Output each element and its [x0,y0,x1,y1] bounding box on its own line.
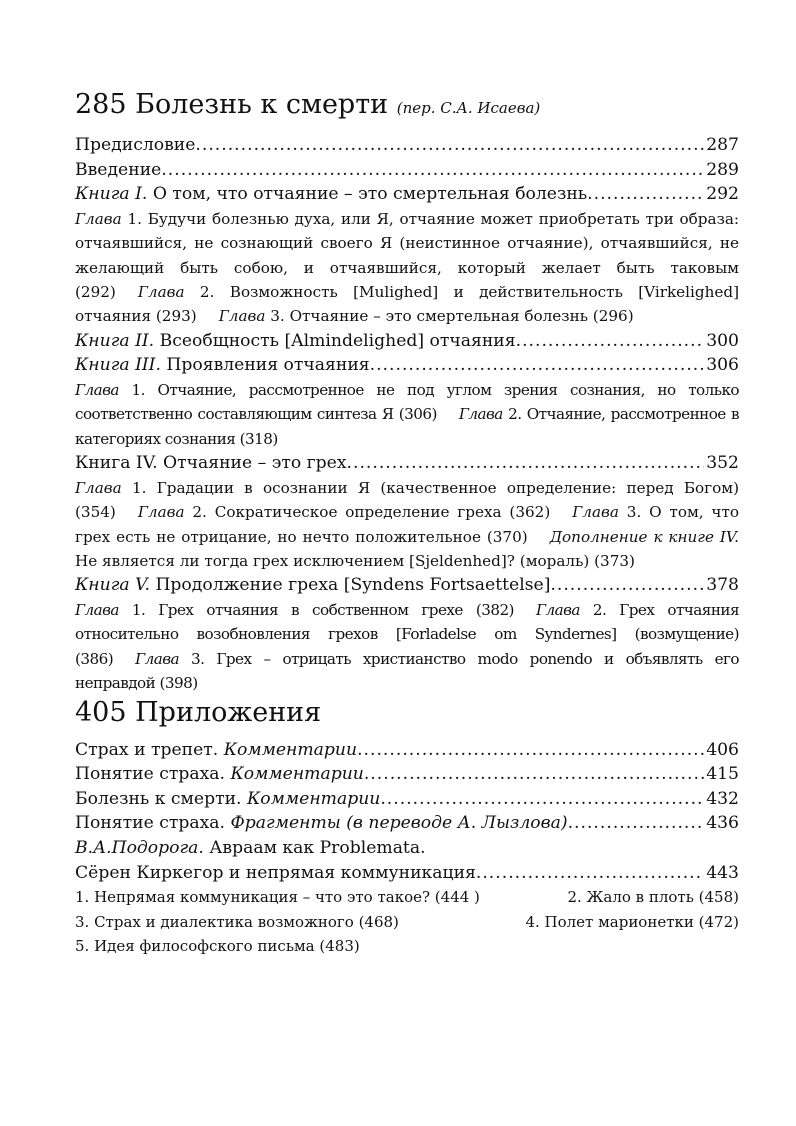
section-title: Приложения [135,696,322,728]
chapter-text: Грех отчаяния в собственном грехе (382) [158,601,514,620]
book-3-chapters [75,378,739,451]
essay-author: В.А.Подорога. [75,838,204,859]
chapter-label: Глава [75,478,122,497]
chapter-label: Глава [75,601,119,620]
toc-entry-label: Предисловие [75,135,196,155]
work-title: Страх и трепет. [75,739,219,760]
book-title: Продолжение греха [Syndens Fortsaettelse] [155,575,551,596]
chapter-label: Глава [75,381,119,399]
book-number: Книга III. [75,355,161,376]
essay-part: 1. Непрямая коммуникация – что это такое? (444 ) [75,888,480,907]
dot-leader [587,182,704,207]
book-number: Книга I. [75,184,148,205]
book-1-chapters [75,207,739,329]
toc-entry-page: 287 [706,135,739,155]
chapter-label: Глава [75,209,122,228]
essay-parts-row-1 [75,885,739,910]
chapter-label: Глава [137,283,185,301]
essay-part: 3. Страх и диалектика возможного (468) [75,912,399,931]
essay-title-part-2: Сёрен Киркегор и непрямая коммуникация [75,862,476,883]
toc-entry-label: Введение [75,159,162,180]
addendum-text: Не является ли тогда грех исключением [Sjeldenhed]? (мораль) (373) [75,552,635,571]
chapter-text: Возможность [Mulighed] и действительность [Virkelighed] отчаяния (293) [75,283,740,326]
essay-part: 2. Жало в плоть (458) [567,888,739,907]
toc-entry-label [75,182,587,207]
toc-entry-fear-and-trembling-comments [75,738,739,763]
essay-part: 4. Полет марионетки (472) [525,912,739,931]
chapter-number: 1. [131,381,145,399]
chapter-number: 2. [199,283,215,301]
essay-part: 5. Идея философского письма (483) [75,937,360,956]
chapter-text: Отчаяние, рассмотренное в категориях сознания (318) [75,405,740,448]
work-title: Понятие страха. [75,764,226,785]
chapter-label: Глава [458,405,503,424]
dot-leader [550,573,704,598]
dot-leader [516,329,705,354]
chapter-number: 3. [626,503,642,522]
toc-entry-book-2 [75,329,739,354]
chapter-number: 2. [192,503,207,522]
chapter-text: Грех – отрицать христианство modo ponendo и объявлять его неправдой (398) [75,649,740,693]
toc-entry-label [75,329,516,354]
essay-parts-row-2 [75,910,739,935]
chapter-number: 2. [592,601,607,620]
book-title: О том, что отчаяние – это смертельная болезнь [152,184,588,205]
addendum-label: Дополнение к книге IV. [549,527,740,546]
toc-entry-essay [75,861,739,886]
chapter-text: Грех отчаяния относительно возобновления грехов [Forladelse om Syndernes] (возмущение) (386) [75,601,739,668]
chapter-number: 3. [270,307,285,326]
chapter-label: Глава [572,503,619,522]
section-page-number: 285 [75,89,127,120]
toc-entry-introduction [75,158,739,183]
chapter-number: 3. [191,649,205,668]
chapter-number: 2. [508,405,522,424]
toc-entry-book-1 [75,182,739,207]
dot-leader [161,158,704,183]
toc-entry-concept-of-anxiety-fragments [75,811,739,836]
dot-leader [357,738,704,763]
dot-leader [370,353,705,378]
entry-kind: Комментарии [247,788,381,809]
toc-entry-page: 352 [706,453,739,474]
essay-heading [75,836,426,861]
essay-title-part-1: Авраам как Problemata. [209,838,426,859]
toc-entry-label [75,762,364,787]
dot-leader [347,451,705,476]
section-heading-appendices [75,696,739,730]
chapter-number: 1. [131,601,146,620]
chapter-text: Сократическое определение греха (362) [214,503,551,522]
toc-entry-label [75,811,568,836]
chapter-text: Будучи болезнью духа, или Я, отчаяние может приобретать три образа: отчаявшийся, не сознающий своего Я (неистинное отчаяние), отчаявшийся, не желающий быть собою, и отчаявшийся, который желает быть таковым (292) [75,209,740,301]
toc-entry-preface [75,133,739,158]
toc-entry-book-5 [75,573,739,598]
chapter-label: Глава [137,503,185,522]
toc-entry-book-3 [75,353,739,378]
chapter-text: Отчаяние – это смертельная болезнь (296) [289,307,634,326]
chapter-text: Отчаяние, рассмотренное не под углом зрения сознания, но только соответственно составляющим синтеза Я (306) [75,381,739,424]
section-page-number: 405 [75,696,127,728]
toc-entry-label: Книга IV. Отчаяние – это грех [75,453,347,474]
book-number: Книга V. [75,575,150,596]
chapter-label: Глава [218,307,266,326]
chapter-text: Градации в осознании Я (качественное определение: перед Богом) (354) [75,478,740,522]
chapter-text: О том, что грех есть не отрицание, но нечто положительное (370) [75,503,740,546]
entry-kind: Фрагменты (в переводе А. Лызлова) [230,813,568,834]
dot-leader [380,787,704,812]
toc-entry-label [75,353,370,378]
toc-entry-label [75,738,357,763]
book-title: Всеобщность [Almindelighed] отчаяния [159,330,516,351]
entry-kind: Комментарии [230,764,364,785]
dot-leader [476,861,704,886]
work-title: Понятие страха. [75,813,226,834]
chapter-number: 1. [127,209,142,228]
toc-entry-book-4 [75,451,739,476]
toc-entry-concept-of-anxiety-comments [75,762,739,787]
book-title: Проявления отчаяния [166,355,370,376]
toc-entry-page: 443 [706,862,739,883]
toc-entry-page: 306 [706,355,739,376]
toc-entry-page: 415 [706,764,739,785]
book-number: Книга II. [75,330,155,351]
work-title: Болезнь к смерти. [75,788,242,809]
chapter-label: Глава [535,601,580,620]
toc-entry-page: 378 [706,575,739,596]
book-5-chapters [75,598,739,696]
entry-kind: Комментарии [223,739,358,760]
chapter-label: Глава [135,649,180,668]
toc-entry-label [75,787,380,812]
toc-entry-page: 300 [706,330,739,351]
section-heading-sickness-unto-death [75,88,739,125]
dot-leader [364,762,704,787]
toc-entry-page: 436 [706,813,739,834]
book-4-chapters [75,476,739,574]
section-title: Болезнь к смерти [135,89,389,120]
essay-title-line-1 [75,836,739,861]
toc-entry-page: 406 [706,739,739,760]
translator-note: (пер. С.А. Исаева) [396,99,541,117]
essay-parts-row-3 [75,934,739,959]
toc-entry-sickness-comments [75,787,739,812]
dot-leader [568,811,705,836]
toc-entry-page: 289 [706,159,739,180]
dot-leader [195,133,704,158]
toc-entry-page: 432 [706,788,739,809]
toc-entry-page: 292 [706,184,739,205]
toc-entry-label [75,573,550,598]
table-of-contents [75,88,739,959]
chapter-number: 1. [131,478,147,497]
